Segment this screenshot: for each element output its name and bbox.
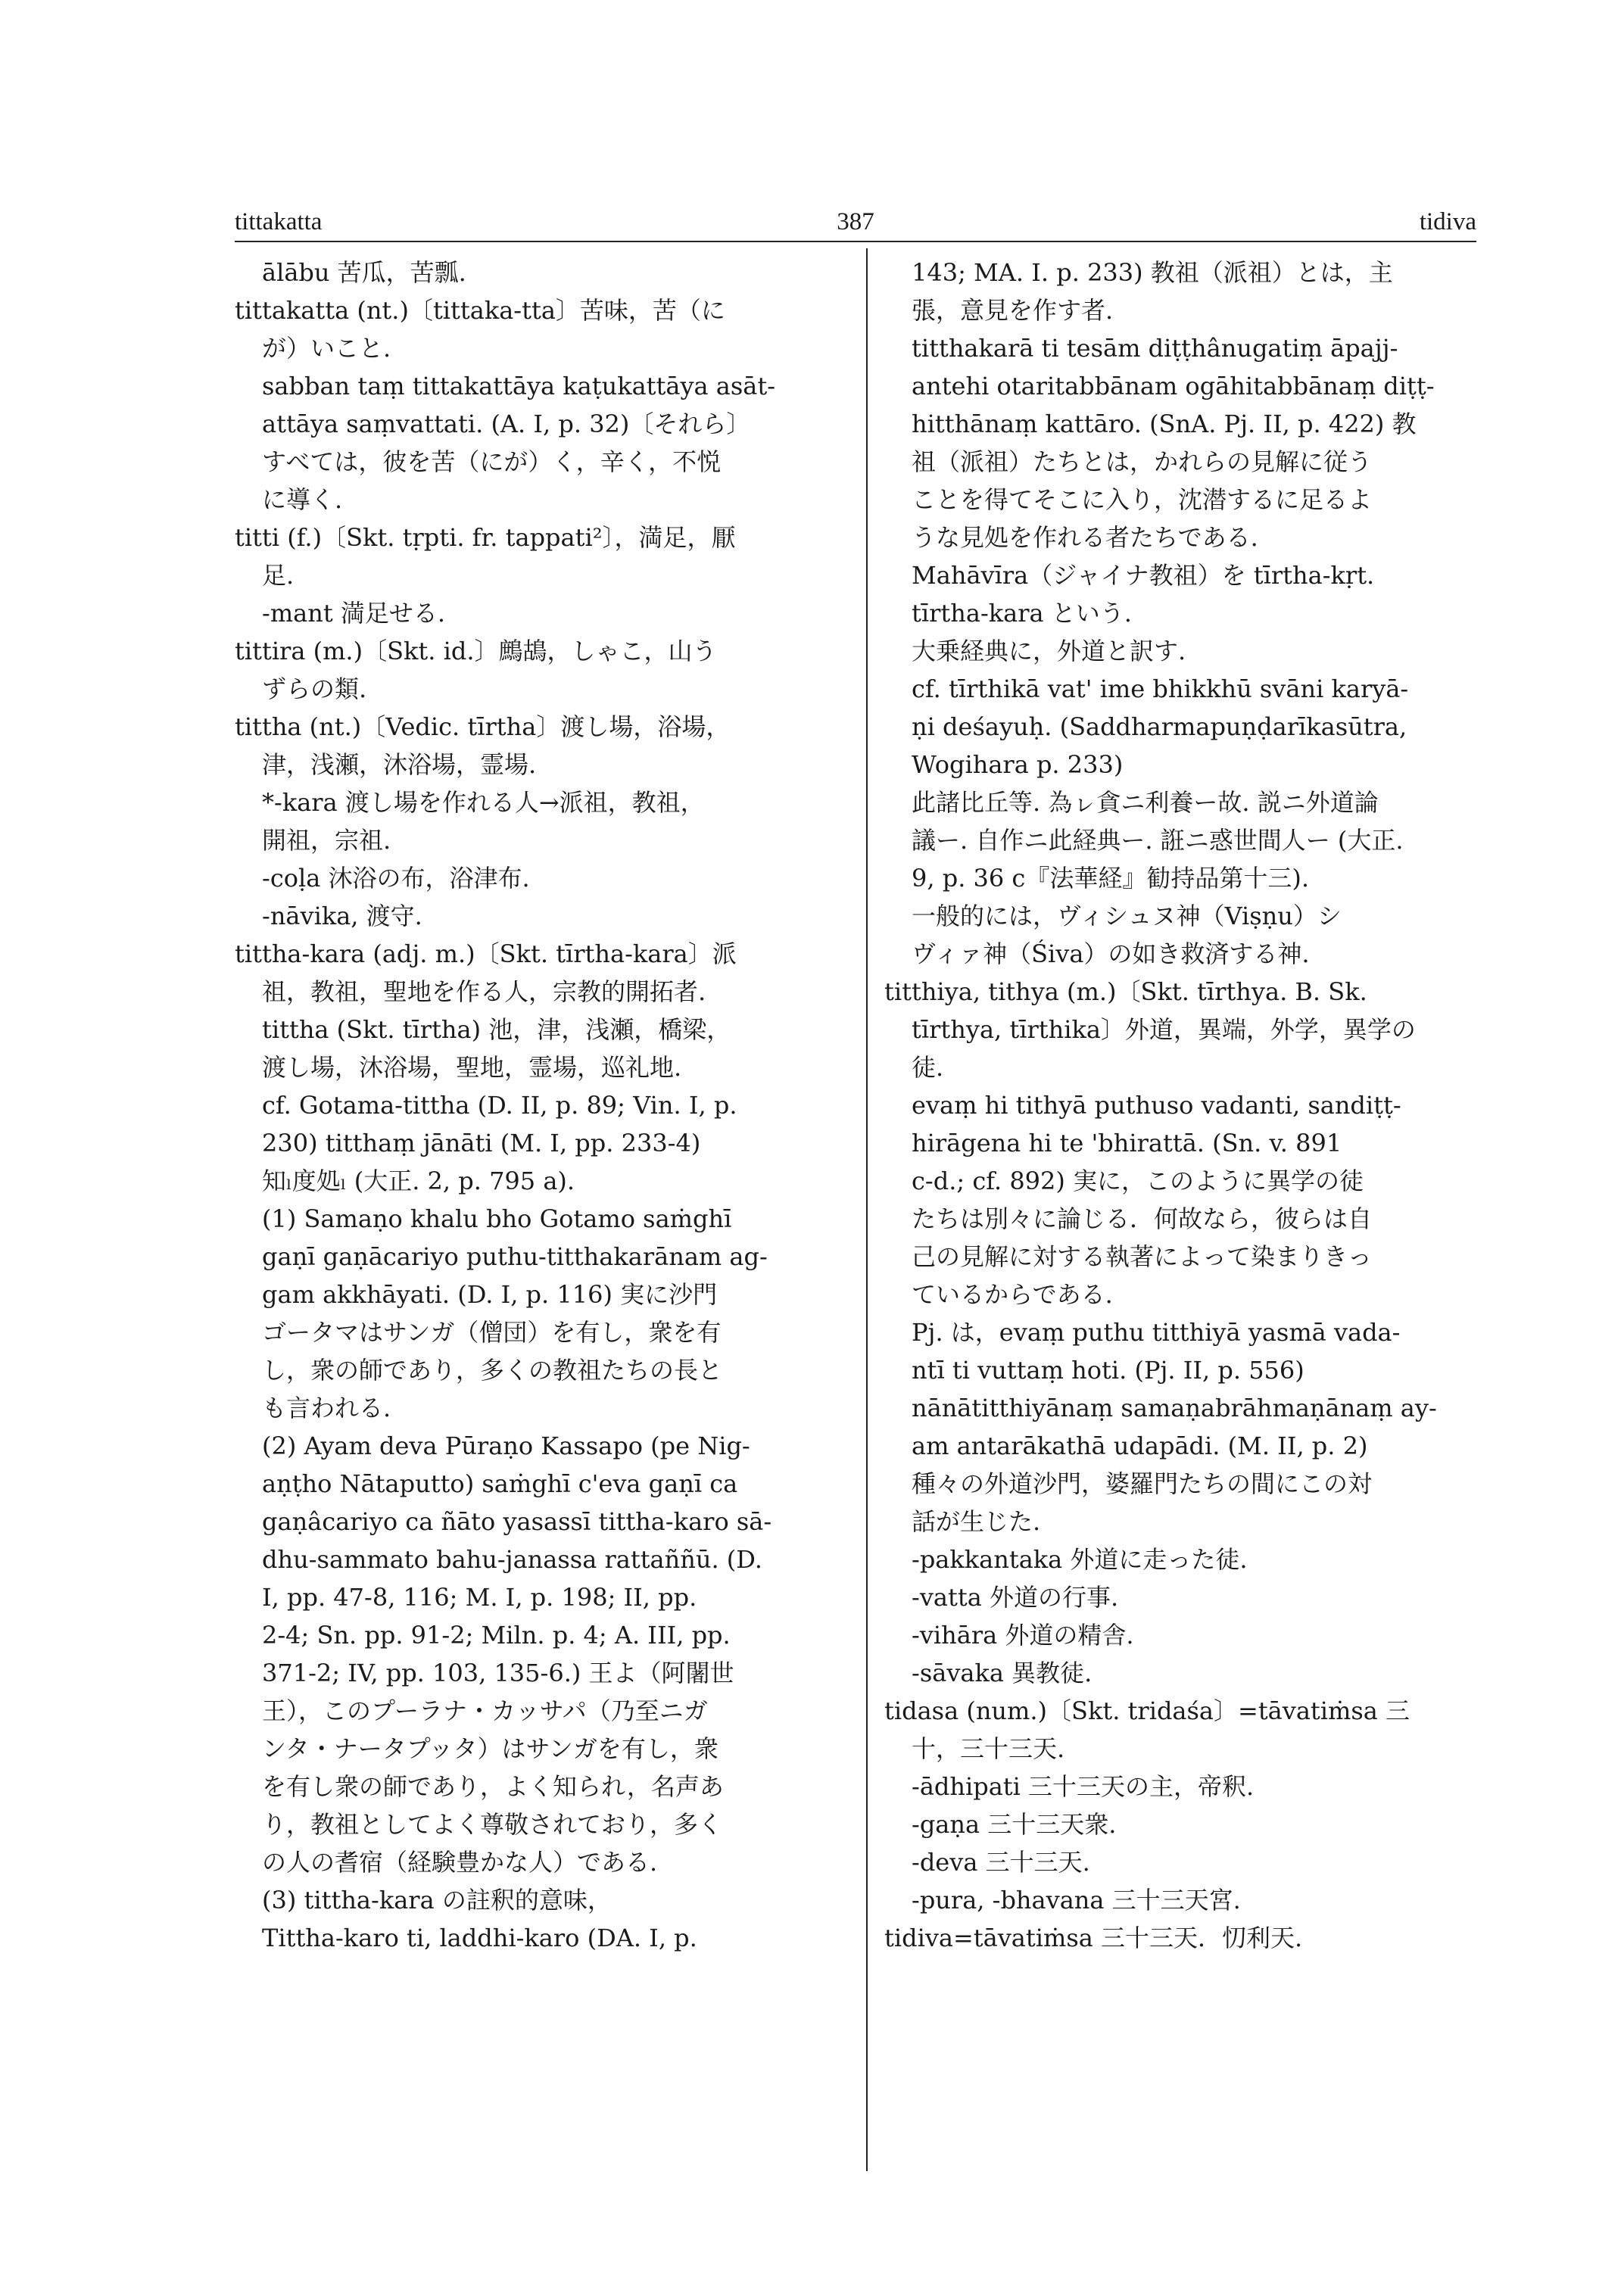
entry-text-line: 143; MA. I. p. 233) 教祖（派祖）とは，主 (912, 258, 1393, 287)
entry-text-line: evaṃ hi tithyā puthuso vadanti, sandiṭṭ- (912, 1091, 1401, 1120)
entry-text-line: -coḷa 沐浴の布，浴津布. (262, 864, 530, 893)
header-rule (235, 241, 1476, 242)
entry-text-line: 王），このプーラナ・カッサパ（乃至ニガ (262, 1696, 708, 1725)
entry-text-line: attāya saṃvattati. (A. I, p. 32)〔それら〕 (262, 410, 751, 438)
entry-text-line: を有し衆の師であり，よく知られ，名声あ (262, 1772, 724, 1801)
entry-text-line: 足. (262, 561, 295, 590)
entry-text-line: -mant 満足せる. (262, 599, 446, 628)
entry-text-line: gaṇâcariyo ca ñāto yasassī tittha-karo sā- (262, 1507, 772, 1536)
entry-text-line: nānātitthiyānaṃ samaṇabrāhmaṇānaṃ ay- (912, 1394, 1437, 1422)
entry-text-line: -sāvaka 異教徒. (912, 1659, 1093, 1687)
entry-text-line: 己の見解に対する執著によって染まりきっ (912, 1242, 1373, 1271)
entry-text-line: 230) titthaṃ jānāti (M. I, pp. 233-4) (262, 1129, 701, 1157)
running-header (235, 195, 1476, 241)
entry-text-line: antehi otaritabbānam ogāhitabbānaṃ diṭṭ- (912, 372, 1435, 400)
entry-text-line: 大乗経典に，外道と訳す. (912, 637, 1186, 665)
entry-text-line: 371-2; IV, pp. 103, 135-6.) 王よ（阿闍世 (262, 1659, 734, 1687)
entry-headword-line: titthiya, tithya (m.)〔Skt. tīrthya. B. Sk. (884, 977, 1367, 1006)
entry-text-line: -nāvika, 渡守. (262, 902, 422, 930)
entry-text-line: am antarākathā udapādi. (M. II, p. 2) (912, 1432, 1368, 1460)
entry-text-line: (3) tittha-kara の註釈的意味， (262, 1886, 612, 1914)
entry-text-line: 津，浅瀬，沐浴場，霊場. (262, 750, 537, 779)
entry-text-line: cf. Gotama-tittha (D. II, p. 89; Vin. I, p. (262, 1091, 737, 1120)
entry-text-line: 知ₗ度処ₗ (大正. 2, p. 795 a). (262, 1167, 575, 1195)
entry-text-line: ntī ti vuttaṃ hoti. (Pj. II, p. 556) (912, 1356, 1304, 1385)
entry-text-line: ているからである. (912, 1280, 1113, 1309)
entry-text-line: gaṇī gaṇācariyo puthu-titthakarānam ag- (262, 1242, 768, 1271)
entry-text-line: cf. tīrthikā vat' ime bhikkhū svāni karyā- (912, 675, 1409, 703)
entry-text-line: り，教祖としてよく尊敬されており，多く (262, 1810, 723, 1839)
entry-text-line: -pakkantaka 外道に走った徒. (912, 1545, 1248, 1574)
entry-text-line: Wogihara p. 233) (912, 750, 1124, 779)
entry-text-line: Pj. は，evaṃ puthu titthiyā yasmā vada- (912, 1318, 1401, 1347)
entry-text-line: -ādhipati 三十三天の主，帝釈. (912, 1772, 1255, 1801)
entry-text-line: すべては，彼を苦（にが）く，辛く，不悦 (262, 447, 722, 476)
entry-headword-line: tittira (m.)〔Skt. id.〕鷓鴣，しゃこ，山う (235, 637, 717, 665)
entry-text-line: 渡し場，沐浴場，聖地，霊場，巡礼地. (262, 1053, 682, 1082)
column-divider (866, 248, 868, 2171)
page-number: 387 (837, 208, 874, 235)
entry-text-line: 9, p. 36 c『法華経』勧持品第十三). (912, 864, 1310, 893)
entry-text-line: 2-4; Sn. pp. 91-2; Miln. p. 4; A. III, pp. (262, 1621, 731, 1650)
entry-text-line: tittha (Skt. tīrtha) 池，津，浅瀬，橋梁， (262, 1015, 731, 1044)
entry-text-line: 開祖，宗祖. (262, 826, 391, 855)
entry-text-line: 徒. (912, 1053, 944, 1082)
entry-text-line: Mahāvīra（ジャイナ教祖）を tīrtha-kṛt. (912, 561, 1375, 590)
entry-text-line: 祖（派祖）たちとは，かれらの見解に従う (912, 447, 1373, 476)
entry-text-line: ゴータマはサンガ（僧団）を有し，衆を有 (262, 1318, 722, 1347)
entry-text-line: たちは別々に論じる．何故なら，彼らは自 (912, 1204, 1373, 1233)
entry-text-line: aṇṭho Nātaputto) saṁghī c'eva gaṇī ca (262, 1469, 738, 1498)
entry-text-line: 種々の外道沙門，婆羅門たちの間にこの対 (912, 1469, 1373, 1498)
entry-text-line: (2) Ayam deva Pūraṇo Kassapo (pe Nig- (262, 1432, 750, 1460)
right-guide-word: tidiva (1419, 208, 1476, 235)
entry-text-line: tīrthya, tīrthika〕外道，異端，外学，異学の (912, 1015, 1416, 1044)
entry-text-line: c-d.; cf. 892) 実に，このように異学の徒 (912, 1167, 1364, 1195)
entry-text-line: うな見処を作れる者たちである. (912, 523, 1258, 552)
entry-text-line: sabban taṃ tittakattāya kaṭukattāya asāt- (262, 372, 776, 400)
entry-headword-line: tittha (nt.)〔Vedic. tīrtha〕渡し場，浴場， (235, 712, 731, 741)
entry-text-line: の人の耆宿（経験豊かな人）である. (262, 1848, 658, 1877)
entry-text-line: も言われる. (262, 1394, 391, 1422)
entry-text-line: 話が生じた. (912, 1507, 1041, 1536)
entry-text-line: ṇi deśayuḥ. (Saddharmapuṇḍarīkasūtra, (912, 712, 1407, 741)
entry-headword-line: tittakatta (nt.)〔tittaka-tta〕苦味，苦（に (235, 296, 725, 325)
entry-text-line: 祖，教祖，聖地を作る人，宗教的開拓者. (262, 977, 706, 1006)
entry-text-line: dhu-sammato bahu-janassa rattaññū. (D. (262, 1545, 762, 1574)
entry-text-line: が）いこと. (262, 334, 391, 363)
entry-text-line: tīrtha-kara という. (912, 599, 1132, 628)
entry-text-line: -deva 三十三天. (912, 1848, 1090, 1877)
entry-text-line: Tittha-karo ti, laddhi-karo (DA. I, p. (262, 1924, 697, 1952)
entry-text-line: gam akkhāyati. (D. I, p. 116) 実に沙門 (262, 1280, 718, 1309)
entry-headword-line: titti (f.)〔Skt. tṛpti. fr. tappati²〕，満足，厭 (235, 523, 736, 552)
entry-text-line: 張，意見を作す者. (912, 296, 1114, 325)
entry-headword-line: tidiva=tāvatiṁsa 三十三天．忉利天. (884, 1924, 1303, 1952)
entry-text-line: ヴィァ神（Śiva）の如き救済する神. (912, 939, 1310, 968)
entry-text-line: 一般的には，ヴィシュヌ神（Viṣṇu）シ (912, 902, 1342, 930)
entry-text-line: -gaṇa 三十三天衆. (912, 1810, 1117, 1839)
entry-text-line: に導く. (262, 485, 343, 514)
entry-text-line: *-kara 渡し場を作れる人→派祖，教祖， (262, 788, 705, 817)
entry-text-line: 議ー. 自作ニ此経典ー. 誑ニ惑世間人ー (大正. (912, 826, 1404, 855)
entry-text-line: ことを得てそこに入り，沈潜するに足るよ (912, 485, 1373, 514)
left-guide-word: tittakatta (235, 208, 323, 235)
entry-text-line: ンタ・ナータプッタ）はサンガを有し，衆 (262, 1734, 718, 1763)
left-column (235, 254, 825, 1957)
entry-text-line: 此諸比丘等. 為ㇾ貪ニ利養ー故. 説ニ外道論 (912, 788, 1379, 817)
entry-text-line: -pura, -bhavana 三十三天宮. (912, 1886, 1241, 1914)
entry-text-line: hitthānaṃ kattāro. (SnA. Pj. II, p. 422) 教 (912, 410, 1417, 438)
entry-text-line: 十，三十三天. (912, 1734, 1065, 1763)
entry-text-line: ālābu 苦瓜，苦瓢. (262, 258, 466, 287)
entry-headword-line: tittha-kara (adj. m.)〔Skt. tīrtha-kara〕派 (235, 939, 737, 968)
entry-text-line: titthakarā ti tesām diṭṭhânugatiṃ āpajj- (912, 334, 1398, 363)
entry-text-line: (1) Samaṇo khalu bho Gotamo saṁghī (262, 1204, 732, 1233)
entry-text-line: -vihāra 外道の精舎. (912, 1621, 1134, 1650)
entry-text-line: I, pp. 47-8, 116; M. I, p. 198; II, pp. (262, 1583, 697, 1612)
entry-text-line: -vatta 外道の行事. (912, 1583, 1119, 1612)
entry-text-line: し，衆の師であり，多くの教祖たちの長と (262, 1356, 723, 1385)
right-column (884, 254, 1475, 1957)
entry-headword-line: tidasa (num.)〔Skt. tridaśa〕=tāvatiṁsa 三 (884, 1696, 1410, 1725)
entry-text-line: ずらの類. (262, 675, 367, 703)
entry-text-line: hirāgena hi te 'bhirattā. (Sn. v. 891 (912, 1129, 1342, 1157)
